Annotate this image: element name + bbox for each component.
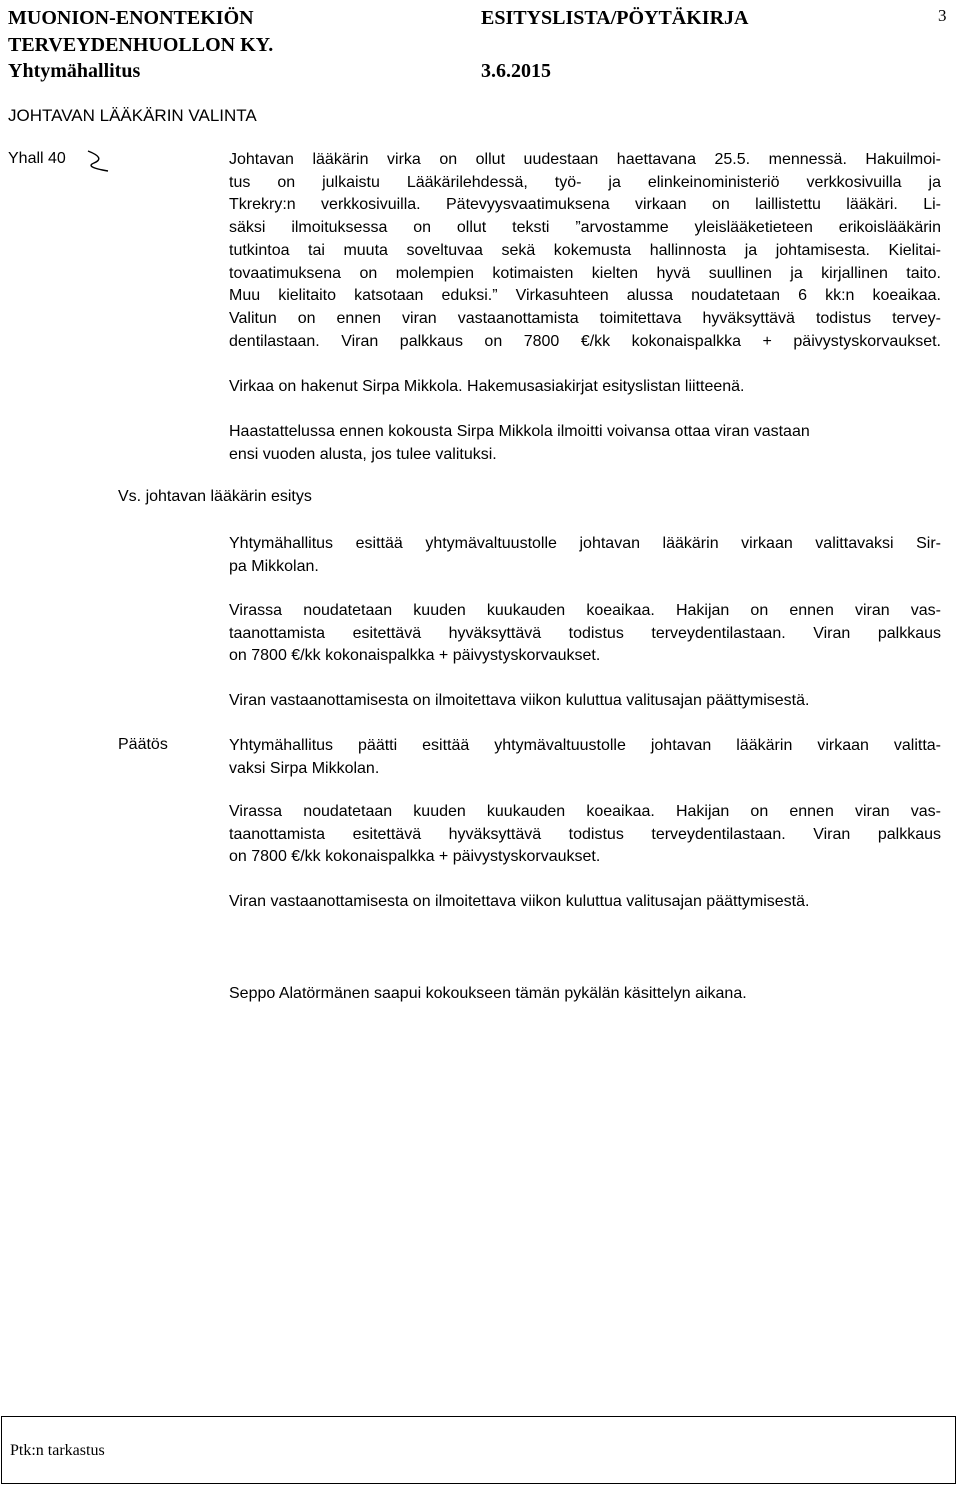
org-name-line2: TERVEYDENHUOLLON KY.: [8, 34, 274, 56]
proposal-line: taanottamista esitettävä hyväksyttävä todistus terveydentilastaan. Viran palkkaus: [229, 624, 941, 642]
applicant-paragraph: [229, 376, 941, 399]
governing-body: Yhtymähallitus: [8, 60, 141, 82]
decision-line: Viran vastaanottamisesta on ilmoitettava viikon kuluttua valitusajan päättymisestä.: [229, 893, 810, 910]
decision-line: on 7800 €/kk kokonaispalkka + päivystyskorvaukset.: [229, 848, 601, 866]
attendance-note-line: Seppo Alatörmänen saapui kokoukseen tämän pykälän käsittelyn aikana.: [229, 985, 747, 1002]
intro-line: tovaatimuksena on molempien kotimaisten kielten hyvä suullinen ja kirjallinen taito.: [229, 264, 941, 282]
section-title: JOHTAVAN LÄÄKÄRIN VALINTA: [8, 106, 257, 125]
intro-line: Valitun on ennen viran vastaanottamista toimitettava hyväksyttävä todistus tervey-: [229, 309, 941, 327]
decision-paragraph-3: [229, 891, 941, 914]
proposal-line: on 7800 €/kk kokonaispalkka + päivystyskorvaukset.: [229, 647, 601, 665]
org-name-line1: MUONION-ENONTEKIÖN: [8, 7, 254, 29]
minutes-review-label: Ptk:n tarkastus: [10, 1442, 105, 1459]
proposal-label: Vs. johtavan lääkärin esitys: [118, 488, 312, 505]
proposal-paragraph-3: [229, 690, 941, 713]
proposal-line: Virassa noudatetaan kuuden kuukauden koeaikaa. Hakijan on ennen viran vas-: [229, 602, 941, 619]
intro-line: Johtavan lääkärin virka on ollut uudestaan haettavana 25.5. mennessä. Hakuilmoi-: [229, 151, 941, 168]
decision-line: vaksi Sirpa Mikkolan.: [229, 759, 380, 777]
minutes-review-box: [1, 1416, 956, 1484]
intro-paragraph: [229, 149, 941, 353]
document-type: ESITYSLISTA/PÖYTÄKIRJA: [481, 7, 749, 29]
interview-line: Haastattelussa ennen kokousta Sirpa Mikkola ilmoitti voivansa ottaa viran vastaan: [229, 423, 810, 440]
meeting-date: 3.6.2015: [481, 60, 551, 82]
page-number: 3: [938, 6, 947, 25]
intro-line: Muu kielitaito katsotaan eduksi.” Virkasuhteen alussa noudatetaan 6 kk:n koeaikaa.: [229, 287, 941, 305]
proposal-paragraph-1: [229, 533, 941, 578]
proposal-line: Viran vastaanottamisesta on ilmoitettava viikon kuluttua valitusajan päättymisestä.: [229, 692, 810, 709]
intro-line: tutkintoa tai muuta soveltuvaa sekä kokemusta hallinnosta ja johtamisesta. Kielitai-: [229, 241, 941, 259]
proposal-line: pa Mikkolan.: [229, 557, 319, 575]
interview-line: ensi vuoden alusta, jos tulee valituksi.: [229, 445, 497, 463]
decision-label: Päätös: [118, 736, 168, 753]
proposal-line: Yhtymähallitus esittää yhtymävaltuustolle johtavan lääkärin virkaan valittavaksi Sir-: [229, 535, 941, 552]
attendance-note: [229, 983, 941, 1006]
intro-line: säksi ilmoituksessa on ollut teksti ”arvostamme yleislääketieteen erikoislääkärin: [229, 219, 941, 237]
intro-line: tus on julkaistu Lääkärilehdessä, työ- ja elinkeinoministeriö verkkosivuilla ja: [229, 173, 941, 191]
applicant-line: Virkaa on hakenut Sirpa Mikkola. Hakemusasiakirjat esityslistan liitteenä.: [229, 378, 745, 395]
item-reference: Yhall 40: [8, 150, 66, 167]
interview-paragraph: [229, 421, 941, 466]
intro-line: Tkrekry:n verkkosivuilla. Pätevyysvaatimuksena virkaan on laillistettu lääkäri. Li-: [229, 196, 941, 214]
section-mark-icon: [84, 149, 114, 173]
intro-line: dentilastaan. Viran palkkaus on 7800 €/kk kokonaispalkka + päivystyskorvaukset.: [229, 332, 941, 350]
decision-paragraph-2: [229, 801, 941, 869]
decision-line: Virassa noudatetaan kuuden kuukauden koeaikaa. Hakijan on ennen viran vas-: [229, 803, 941, 820]
proposal-paragraph-2: [229, 600, 941, 668]
decision-paragraph-1: [229, 735, 941, 780]
decision-line: taanottamista esitettävä hyväksyttävä todistus terveydentilastaan. Viran palkkaus: [229, 825, 941, 843]
decision-line: Yhtymähallitus päätti esittää yhtymävaltuustolle johtavan lääkärin virkaan valitta-: [229, 737, 941, 754]
